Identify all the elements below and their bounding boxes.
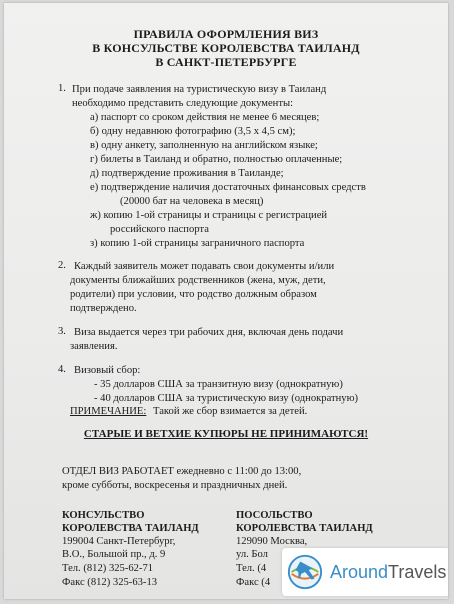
section-1-intro-line-1: При подаче заявления на туристическую визу в Таиланд xyxy=(72,84,327,95)
embassy-title-line-2: КОРОЛЕВСТВА ТАИЛАНД xyxy=(236,523,373,534)
document-title-line-1: ПРАВИЛА ОФОРМЛЕНИЯ ВИЗ xyxy=(133,27,319,41)
section-2-line: подтверждено. xyxy=(70,303,137,314)
section-4-number: 4. xyxy=(58,364,66,375)
section-4-title: Визовый сбор: xyxy=(74,365,141,376)
section-2-line: документы ближайших родственников (жена, муж, дети, xyxy=(70,275,326,286)
globe-airplane-icon xyxy=(286,553,324,591)
document-list-item: б) одну недавнюю фотографию (3,5 х 4,5 см); xyxy=(90,126,296,137)
office-hours-line-2: кроме субботы, воскресенья и праздничных дней. xyxy=(62,480,288,491)
document-list-item: ж) копию 1-ой страницы и страницы с регистрацией xyxy=(90,210,328,221)
note-line xyxy=(70,405,307,418)
section-3-number: 3. xyxy=(58,326,66,337)
embassy-phone: Тел. (4 xyxy=(236,563,267,574)
note-text: Такой же сбор взимается за детей. xyxy=(153,406,308,417)
watermark-brand-part-1: Around xyxy=(330,561,389,582)
embassy-address-line-2: ул. Бол xyxy=(236,549,268,560)
section-3-line: Виза выдается через три рабочих дня, включая день подачи xyxy=(74,327,344,338)
watermark-brand-part-2: Travels xyxy=(388,561,447,582)
aroundtravels-watermark xyxy=(282,548,448,596)
document-list-item-continuation: российского паспорта xyxy=(110,224,209,235)
document-title-line-3: В САНКТ-ПЕТЕРБУРГЕ xyxy=(155,55,297,69)
document-list-item-continuation: (20000 бат на человека в месяц) xyxy=(120,196,264,207)
embassy-title-line-1: ПОСОЛЬСТВО xyxy=(236,510,313,521)
note-label: ПРИМЕЧАНИЕ: xyxy=(70,406,147,417)
document-list-item: а) паспорт со сроком действия не менее 6 месяцев; xyxy=(90,112,320,123)
document-list-item: з) копию 1-ой страницы заграничного паспорта xyxy=(90,238,305,249)
consulate-address-line-2: В.О., Большой пр., д. 9 xyxy=(62,549,166,560)
section-2-line: Каждый заявитель может подавать свои документы и/или xyxy=(74,261,335,272)
document-list-item: д) подтверждение проживания в Таиланде; xyxy=(90,168,284,179)
document-list-item: г) билеты в Таиланд и обратно, полностью оплаченные; xyxy=(90,154,343,165)
consulate-title-line-1: КОНСУЛЬСТВО xyxy=(62,510,145,521)
embassy-fax: Факс (4 xyxy=(236,577,271,588)
document-title-line-2: В КОНСУЛЬСТВЕ КОРОЛЕВСТВА ТАИЛАНД xyxy=(92,41,360,55)
document-list-item: е) подтверждение наличия достаточных финансовых средств xyxy=(90,182,366,193)
consulate-phone: Тел. (812) 325-62-71 xyxy=(62,563,154,574)
embassy-address-line-1: 129090 Москва, xyxy=(236,536,308,547)
watermark-brand xyxy=(330,562,446,583)
consulate-fax: Факс (812) 325-63-13 xyxy=(62,577,158,588)
document-page xyxy=(4,3,448,599)
section-2-number: 2. xyxy=(58,260,66,271)
consulate-address-line-1: 199004 Санкт-Петербург, xyxy=(62,536,176,547)
visa-fee-line: - 35 долларов США за транзитную визу (однократную) xyxy=(94,379,343,390)
office-hours-line-1: ОТДЕЛ ВИЗ РАБОТАЕТ ежедневно с 11:00 до 13:00, xyxy=(62,466,302,477)
section-1-intro-line-2: необходимо представить следующие документы: xyxy=(72,98,294,109)
visa-fee-line: - 40 долларов США за туристическую визу (однократную) xyxy=(94,393,359,404)
section-2-line: родители) при условии, что родство должным образом xyxy=(70,289,317,300)
document-list-item: в) одну анкету, заполненную на английском языке; xyxy=(90,140,318,151)
section-1-number: 1. xyxy=(58,83,66,94)
consulate-title-line-2: КОРОЛЕВСТВА ТАИЛАНД xyxy=(62,523,199,534)
section-3-line: заявления. xyxy=(70,341,118,352)
banknote-warning: СТАРЫЕ И ВЕТХИЕ КУПЮРЫ НЕ ПРИНИМАЮТСЯ! xyxy=(83,428,369,440)
